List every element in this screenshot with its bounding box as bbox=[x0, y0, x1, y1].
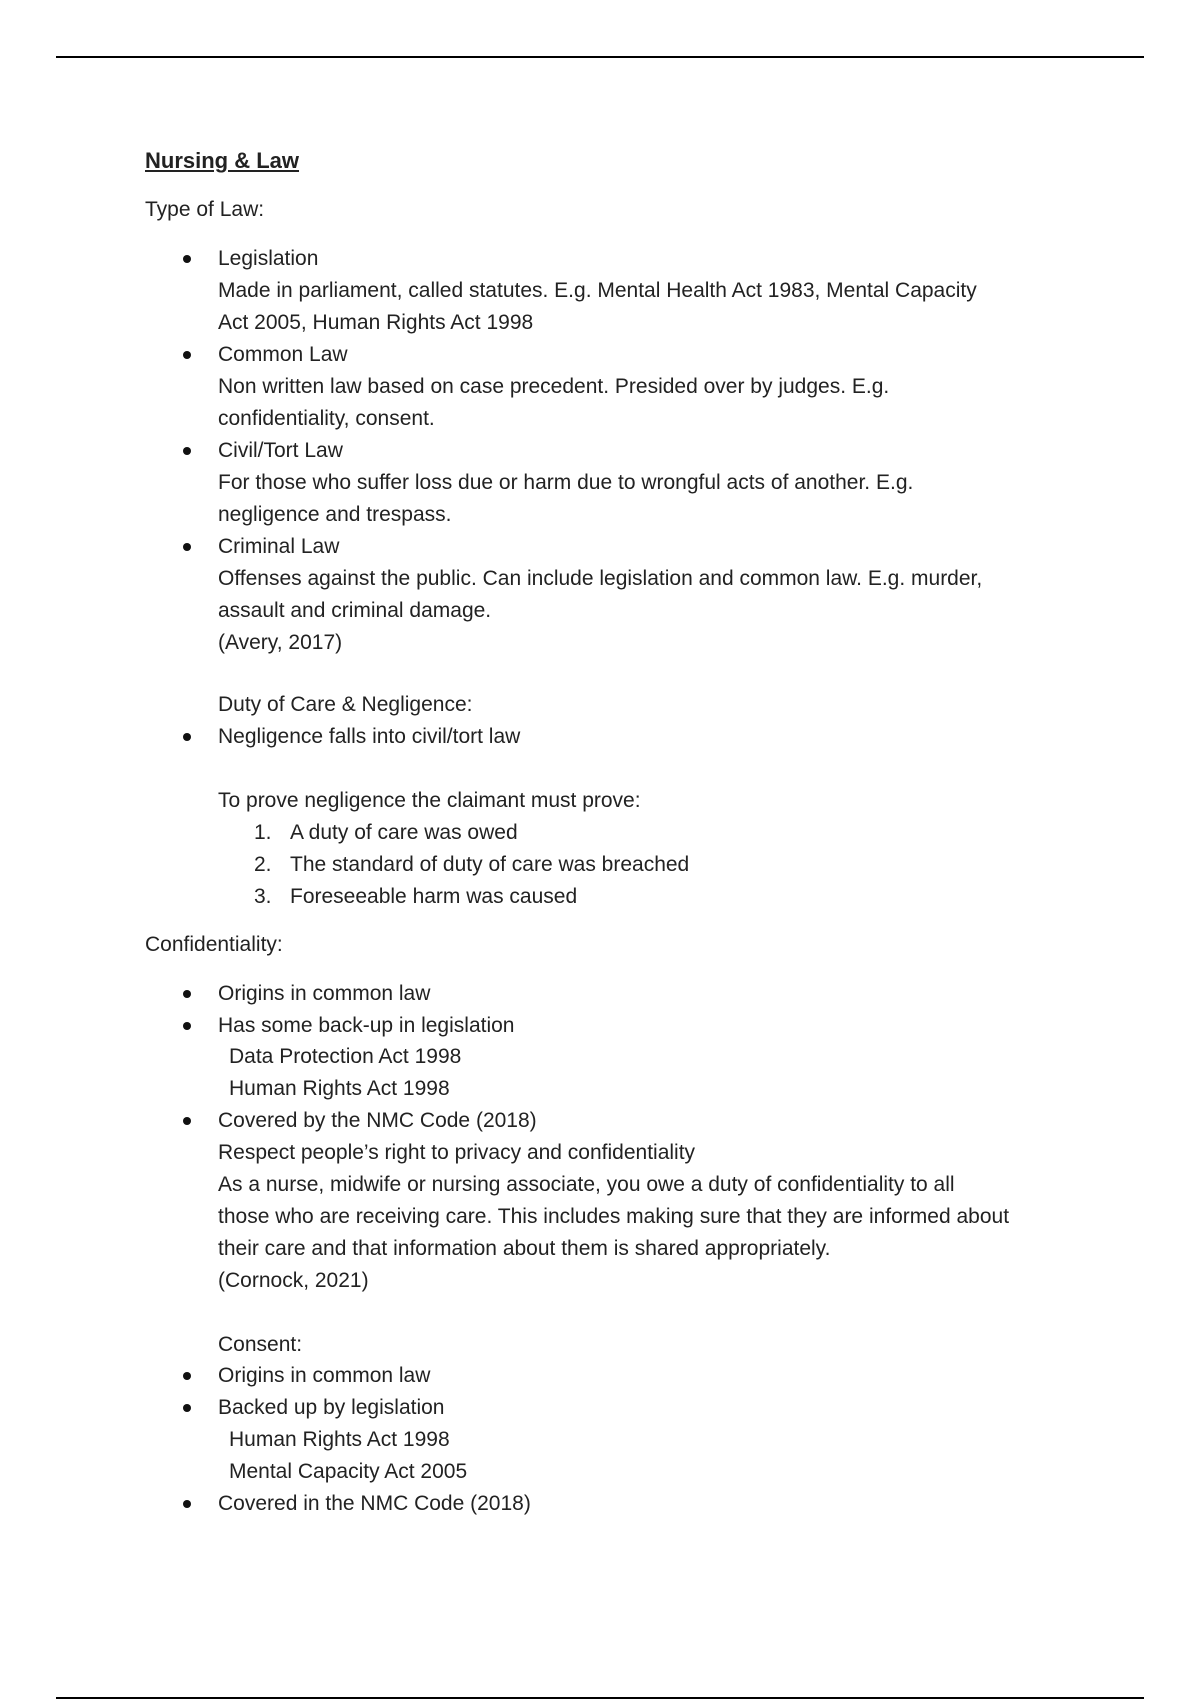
bullet-icon bbox=[183, 1404, 191, 1412]
consent-sub-1: Human Rights Act 1998 bbox=[229, 1428, 450, 1451]
confidentiality-desc-4: their care and that information about them is shared appropriately. bbox=[218, 1237, 831, 1260]
bullet-icon bbox=[183, 1500, 191, 1508]
civil-law-desc-2: negligence and trespass. bbox=[218, 503, 452, 526]
prove-negligence-intro: To prove negligence the claimant must prove: bbox=[218, 789, 641, 812]
common-law-desc-1: Non written law based on case precedent. Presided over by judges. E.g. bbox=[218, 375, 890, 398]
legislation-label: Legislation bbox=[218, 247, 319, 270]
consent-bullet-3: Covered in the NMC Code (2018) bbox=[218, 1492, 531, 1515]
bullet-icon bbox=[183, 1022, 191, 1030]
criminal-law-desc-1: Offenses against the public. Can include legislation and common law. E.g. murder, bbox=[218, 567, 983, 590]
consent-bullet-1: Origins in common law bbox=[218, 1364, 431, 1387]
bullet-icon bbox=[183, 255, 191, 263]
list-item-number: 3. bbox=[254, 885, 272, 908]
confidentiality-sub-1: Data Protection Act 1998 bbox=[229, 1045, 462, 1068]
consent-sub-2: Mental Capacity Act 2005 bbox=[229, 1460, 468, 1483]
confidentiality-reference: (Cornock, 2021) bbox=[218, 1269, 369, 1292]
bullet-icon bbox=[183, 447, 191, 455]
list-item-number: 2. bbox=[254, 853, 272, 876]
duty-of-care-heading: Duty of Care & Negligence: bbox=[218, 693, 473, 716]
confidentiality-desc-1: Respect people’s right to privacy and confidentiality bbox=[218, 1141, 696, 1164]
common-law-desc-2: confidentiality, consent. bbox=[218, 407, 435, 430]
type-of-law-heading: Type of Law: bbox=[145, 198, 265, 221]
list-item: A duty of care was owed bbox=[290, 821, 518, 844]
bullet-icon bbox=[183, 990, 191, 998]
header-rule bbox=[56, 56, 1144, 58]
consent-bullet-2: Backed up by legislation bbox=[218, 1396, 445, 1419]
legislation-desc-1: Made in parliament, called statutes. E.g. Mental Health Act 1983, Mental Capacity bbox=[218, 279, 977, 302]
bullet-icon bbox=[183, 351, 191, 359]
list-item: The standard of duty of care was breached bbox=[290, 853, 690, 876]
confidentiality-sub-2: Human Rights Act 1998 bbox=[229, 1077, 450, 1100]
criminal-law-label: Criminal Law bbox=[218, 535, 340, 558]
confidentiality-desc-2: As a nurse, midwife or nursing associate, you owe a duty of confidentiality to all bbox=[218, 1173, 955, 1196]
negligence-bullet: Negligence falls into civil/tort law bbox=[218, 725, 521, 748]
footer-rule bbox=[56, 1697, 1144, 1699]
confidentiality-desc-3: those who are receiving care. This includes making sure that they are informed about bbox=[218, 1205, 1010, 1228]
list-item-number: 1. bbox=[254, 821, 272, 844]
confidentiality-bullet-2: Has some back-up in legislation bbox=[218, 1014, 515, 1037]
list-item: Foreseeable harm was caused bbox=[290, 885, 578, 908]
bullet-icon bbox=[183, 1372, 191, 1380]
bullet-icon bbox=[183, 733, 191, 741]
page-title: Nursing & Law bbox=[145, 148, 300, 173]
civil-law-desc-1: For those who suffer loss due or harm due to wrongful acts of another. E.g. bbox=[218, 471, 914, 494]
legislation-desc-2: Act 2005, Human Rights Act 1998 bbox=[218, 311, 534, 334]
criminal-law-reference: (Avery, 2017) bbox=[218, 631, 343, 654]
confidentiality-bullet-3: Covered by the NMC Code (2018) bbox=[218, 1109, 537, 1132]
bullet-icon bbox=[183, 543, 191, 551]
bullet-icon bbox=[183, 1117, 191, 1125]
confidentiality-heading: Confidentiality: bbox=[145, 933, 283, 956]
criminal-law-desc-2: assault and criminal damage. bbox=[218, 599, 492, 622]
common-law-label: Common Law bbox=[218, 343, 348, 366]
confidentiality-bullet-1: Origins in common law bbox=[218, 982, 431, 1005]
civil-law-label: Civil/Tort Law bbox=[218, 439, 343, 462]
consent-heading: Consent: bbox=[218, 1333, 303, 1356]
